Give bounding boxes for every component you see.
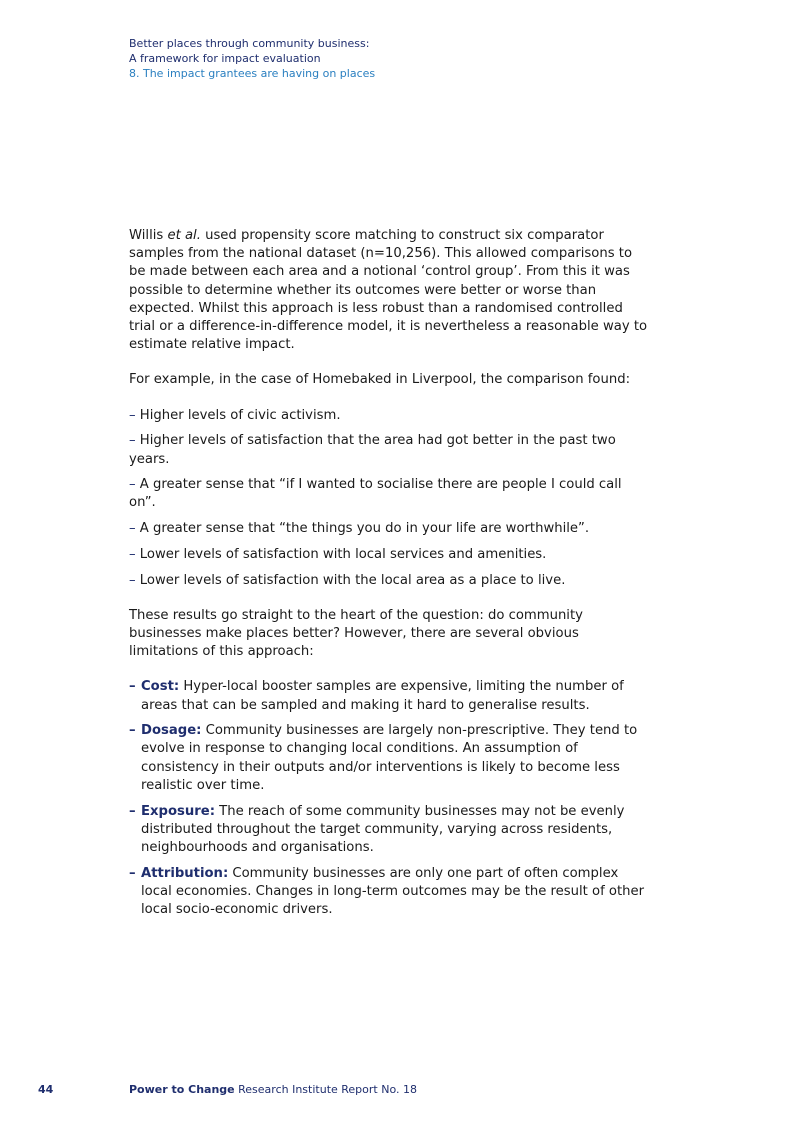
list-item: – A greater sense that “the things you do in your life are worthwhile”.	[129, 521, 590, 537]
header-report-title: Better places through community business:	[129, 37, 370, 50]
list-item: – Lower levels of satisfaction with the local area as a place to live.	[129, 572, 566, 588]
page-number: 44	[38, 1083, 54, 1096]
limitation-text: The reach of some community businesses may not be evenly distributed throughout the target community, varying across residents, neighbourhoods and organisations.	[141, 803, 625, 855]
dash-bullet: –	[129, 477, 140, 493]
main-content	[129, 227, 649, 927]
dash-bullet: –	[129, 865, 136, 881]
dash-bullet: –	[129, 546, 140, 562]
intro-author: Willis	[129, 228, 168, 243]
intro-paragraph	[129, 227, 649, 354]
header-report-subtitle: A framework for impact evaluation	[129, 52, 321, 65]
limitation-text: Community businesses are only one part of often complex local economies. Changes in long-term outcomes may be the result of other local socio-economic drivers.	[141, 865, 645, 918]
dash-bullet: –	[129, 433, 140, 449]
dash-bullet: –	[129, 679, 136, 695]
results-paragraph: These results go straight to the heart of the question: do community businesses make places better? However, there are several obvious limitations of this approach:	[129, 607, 583, 660]
findings-list	[129, 407, 649, 590]
list-item: – Higher levels of satisfaction that the area had got better in the past two years.	[129, 433, 616, 467]
dash-bullet: –	[129, 521, 140, 537]
dash-bullet: –	[129, 407, 140, 423]
footer-brand	[129, 1083, 417, 1097]
limitation-term: Exposure:	[141, 803, 215, 819]
intro-etal: et al.	[167, 228, 201, 243]
limitations-list	[129, 678, 649, 919]
list-item	[129, 722, 649, 795]
limitation-text: Community businesses are largely non-prescriptive. They tend to evolve in response to changing local conditions. An assumption of consistency in their outputs and/or interventions is likely to become less realistic over time.	[141, 723, 638, 793]
list-item	[129, 803, 649, 858]
list-item: – A greater sense that “if I wanted to socialise there are people I could call on”.	[129, 477, 622, 511]
limitation-text: Hyper-local booster samples are expensive, limiting the number of areas that can be sampled and making it hard to generalise results.	[141, 679, 624, 713]
list-item	[129, 678, 649, 714]
dash-bullet: –	[129, 723, 136, 739]
report-name: Research Institute Report No. 18	[234, 1083, 417, 1096]
dash-bullet: –	[129, 572, 140, 588]
header-section-title: 8. The impact grantees are having on places	[129, 67, 376, 80]
list-item: – Lower levels of satisfaction with local services and amenities.	[129, 546, 547, 562]
limitation-term: Attribution:	[141, 865, 229, 881]
list-item: – Higher levels of civic activism.	[129, 407, 341, 423]
list-item	[129, 865, 649, 920]
dash-bullet: –	[129, 803, 136, 819]
brand-name: Power to Change	[129, 1083, 235, 1096]
intro-text: used propensity score matching to construct six comparator samples from the national dataset (n=10,256). This allowed comparisons to be made between each area and a notional ‘control group’. From this it was possible to determine whether its outcomes were better or worse than expected. Whilst this approach is less robust than a randomised controlled trial or a difference-in-difference model, it is nevertheless a reasonable way to estimate relative impact.	[129, 228, 648, 353]
limitation-term: Dosage:	[141, 723, 202, 739]
running-header	[129, 36, 375, 81]
limitation-term: Cost:	[141, 679, 180, 695]
example-intro-paragraph: For example, in the case of Homebaked in Liverpool, the comparison found:	[129, 372, 631, 388]
